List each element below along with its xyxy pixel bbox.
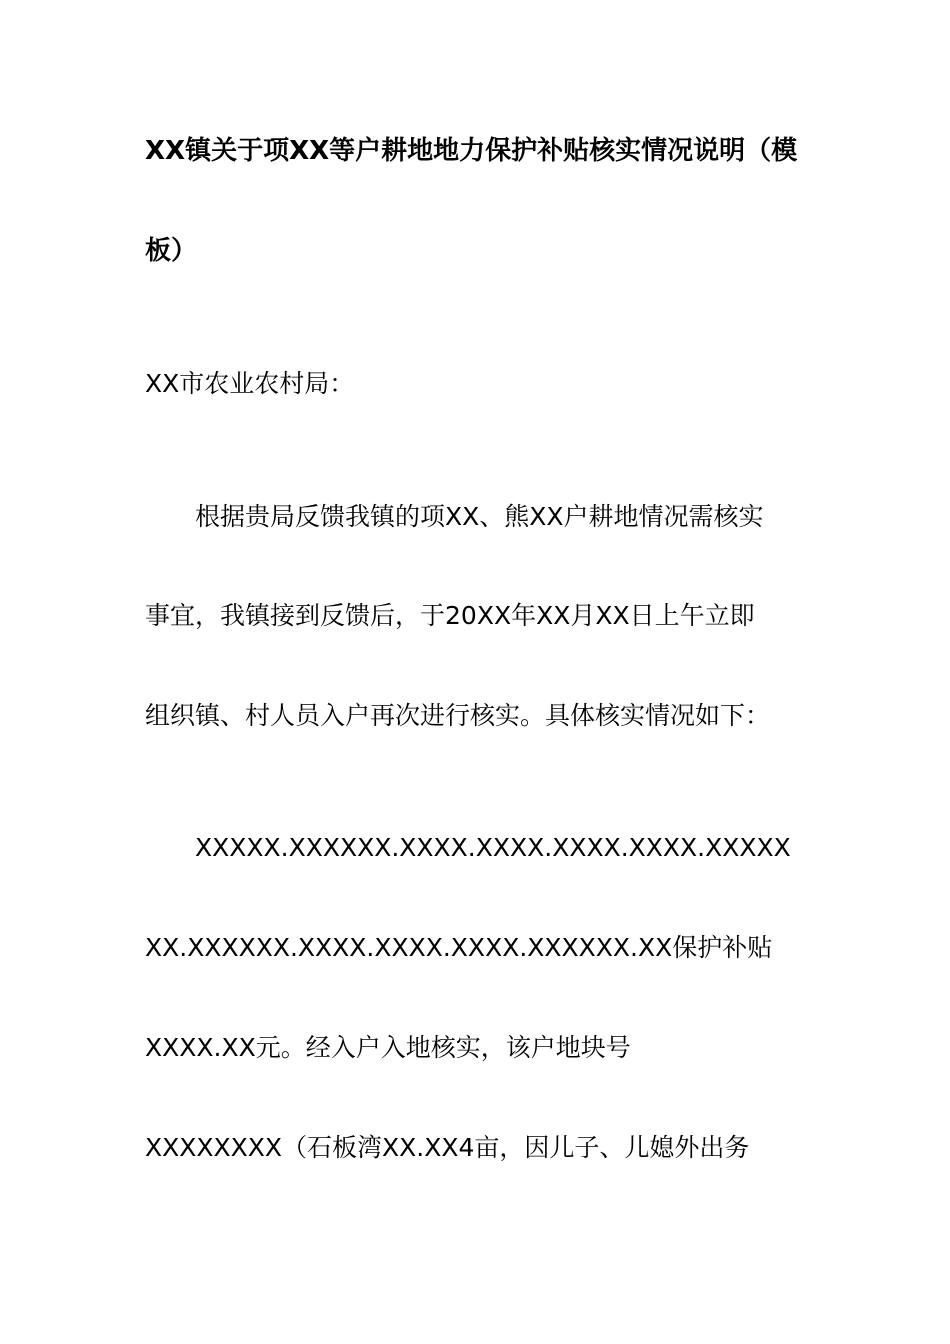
paragraph-2-line-3: XXXX.XX元。经入户入地核实，该户地块号 (145, 1033, 631, 1062)
document-title-line-1: XX镇关于项XX等户耕地地力保护补贴核实情况说明（模 (145, 136, 798, 166)
paragraph-2-line-4: XXXXXXXX（石板湾XX.XX4亩，因儿子、儿媳外出务 (145, 1133, 750, 1162)
salutation: XX市农业农村局： (145, 369, 355, 398)
paragraph-1-line-2: 事宜，我镇接到反馈后，于20XX年XX月XX日上午立即 (145, 601, 755, 630)
paragraph-2-line-1: XXXXX.XXXXXX.XXXX.XXXX.XXXX.XXXX.XXXXX (195, 833, 791, 862)
paragraph-2-line-2: XX.XXXXXX.XXXX.XXXX.XXXX.XXXXXX.XX保护补贴 (145, 933, 773, 962)
document-title-line-2: 板） (145, 236, 198, 266)
paragraph-1-line-3: 组织镇、村人员入户再次进行核实。具体核实情况如下： (145, 701, 771, 730)
paragraph-1-line-1: 根据贵局反馈我镇的项XX、熊XX户耕地情况需核实 (195, 502, 764, 531)
